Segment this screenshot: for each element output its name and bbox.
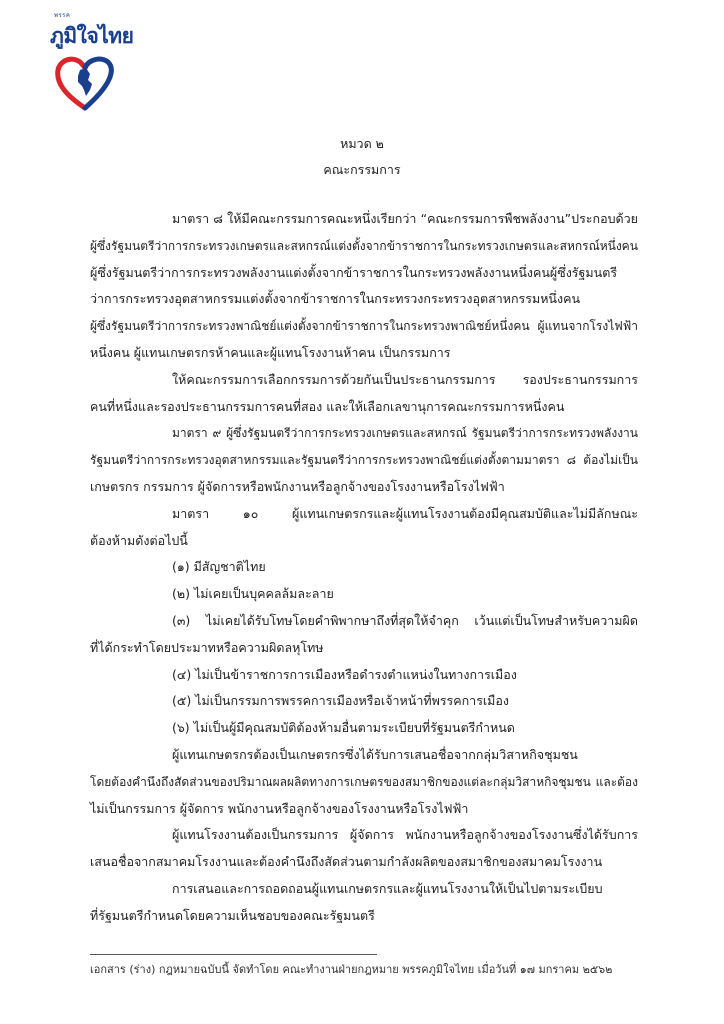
list-item: (๖) ไม่เป็นผู้มีคุณสมบัติต้องห้ามอื่นตามระเบียบที่รัฐมนตรีกำหนด [172,720,515,736]
list-item: (๔) ไม่เป็นข้าราชการการเมืองหรือดำรงตำแหน่งในทางการเมือง [172,666,517,682]
text-line: ผู้แทนโรงงานต้องเป็นกรรมการ ผู้จัดการ พนักงานหรือลูกจ้างของโรงงานซึ่งได้รับการ [172,827,638,843]
text-line: ที่ได้กระทำโดยประมาทหรือความผิดลหุโทษ [90,639,324,655]
text-line: ผู้ซึ่งรัฐมนตรีว่าการกระทรวงพลังงานแต่งตั้งจากข้าราชการในกระทรวงพลังงานหนึ่งคนผู้ซึ่งรัฐมนตรี [90,264,618,280]
heart-map-icon [54,52,116,114]
chapter-title: คณะกรรมการ [323,162,401,177]
text-line: ที่รัฐมนตรีกำหนดโดยความเห็นชอบของคณะรัฐมนตรี [90,907,375,923]
text-line: ว่าการกระทรวงอุตสาหกรรมแต่งตั้งจากข้าราชการในกระทรวงกระทรวงอุตสาหกรรมหนึ่งคน [90,291,580,307]
footnote: เอกสาร (ร่าง) กฎหมายฉบับนี้ จัดทำโดย คณะทำงานฝ่ายกฎหมาย พรรคภูมิใจไทย เมื่อวันที่ ๑๗ มกราคม ๒๕๖๒ [90,963,613,976]
text-line: มาตรา ๘ ให้มีคณะกรรมการคณะหนึ่งเรียกว่า “คณะกรรมการพืชพลังงาน”ประกอบด้วย [172,211,638,226]
text-line: ผู้ซึ่งรัฐมนตรีว่าการกระทรวงเกษตรและสหกรณ์แต่งตั้งจากข้าราชการในกระทรวงเกษตรและสหกรณ์หนึ่งคน [90,238,638,253]
text-line: มาตรา ๙ ผู้ซึ่งรัฐมนตรีว่าการกระทรวงเกษตรและสหกรณ์ รัฐมนตรีว่าการกระทรวงพลังงาน [172,426,638,441]
chapter-number: หมวด ๒ [340,136,384,151]
list-item: (๕) ไม่เป็นกรรมการพรรคการเมืองหรือเจ้าหน้าที่พรรคการเมือง [172,693,510,709]
text-line: เสนอชื่อจากสมาคมโรงงานและต้องคำนึงถึงสัดส่วนตามกำลังผลิตของสมาชิกของสมาคมโรงงาน [90,854,603,870]
list-item: (๑) มีสัญชาติไทย [172,559,266,575]
party-logo [48,8,134,118]
logo-small-text: พรรค [54,12,71,19]
text-line: เกษตรกร กรรมการ ผู้จัดการหรือพนักงานหรือลูกจ้างของโรงงานหรือโรงไฟฟ้า [90,478,505,494]
text-line: ให้คณะกรรมการเลือกกรรมการด้วยกันเป็นประธานกรรมการ รองประธานกรรมการ [172,371,638,387]
text-line: ต้องห้ามดังต่อไปนี้ [90,532,188,548]
text-line: รัฐมนตรีว่าการกระทรวงอุตสาหกรรมและรัฐมนตรีว่าการกระทรวงพาณิชย์แต่งตั้งตามมาตรา ๘ ต้องไม่เป็น [90,453,638,468]
text-line: ผู้แทนเกษตรกรต้องเป็นเกษตรกรซึ่งได้รับการเสนอชื่อจากกลุ่มวิสาหกิจชุมชน [172,746,578,762]
list-item: (๒) ไม่เคยเป็นบุคคลล้มละลาย [172,586,334,602]
logo-name: ภูมิใจไทย [50,24,134,48]
text-line: มาตรา ๑๐ ผู้แทนเกษตรกรและผู้แทนโรงงานต้องมีคุณสมบัติและไม่มีลักษณะ [172,505,638,521]
section-8-paragraph [90,206,638,930]
text-line: คนที่หนึ่งและรองประธานกรรมการคนที่สอง และให้เลือกเลขานุการคณะกรรมการหนึ่งคน [90,398,565,414]
text-line: โดยต้องคำนึงถึงสัดส่วนของปริมาณผลผลิตทางการเกษตรของสมาชิกของแต่ละกลุ่มวิสาหกิจชุมชน และต้อง [90,774,638,789]
text-line: ผู้ซึ่งรัฐมนตรีว่าการกระทรวงพาณิชย์แต่งตั้งจากข้าราชการในกระทรวงพาณิชย์หนึ่งคน ผู้แทนจากโรงไฟฟ้า [90,319,638,334]
text-line: การเสนอและการถอดถอนผู้แทนเกษตรกรและผู้แทนโรงงานให้เป็นไปตามระเบียบ [172,880,603,896]
text-line: ไม่เป็นกรรมการ ผู้จัดการ พนักงานหรือลูกจ้างของโรงงานหรือโรงไฟฟ้า [90,800,469,816]
footnote-divider [90,954,377,955]
list-item: (๓) ไม่เคยได้รับโทษโดยคำพิพากษาถึงที่สุดให้จำคุก เว้นแต่เป็นโทษสำหรับความผิด [172,612,638,628]
text-line: หนึ่งคน ผู้แทนเกษตรกรห้าคนและผู้แทนโรงงานห้าคน เป็นกรรมการ [90,344,451,360]
